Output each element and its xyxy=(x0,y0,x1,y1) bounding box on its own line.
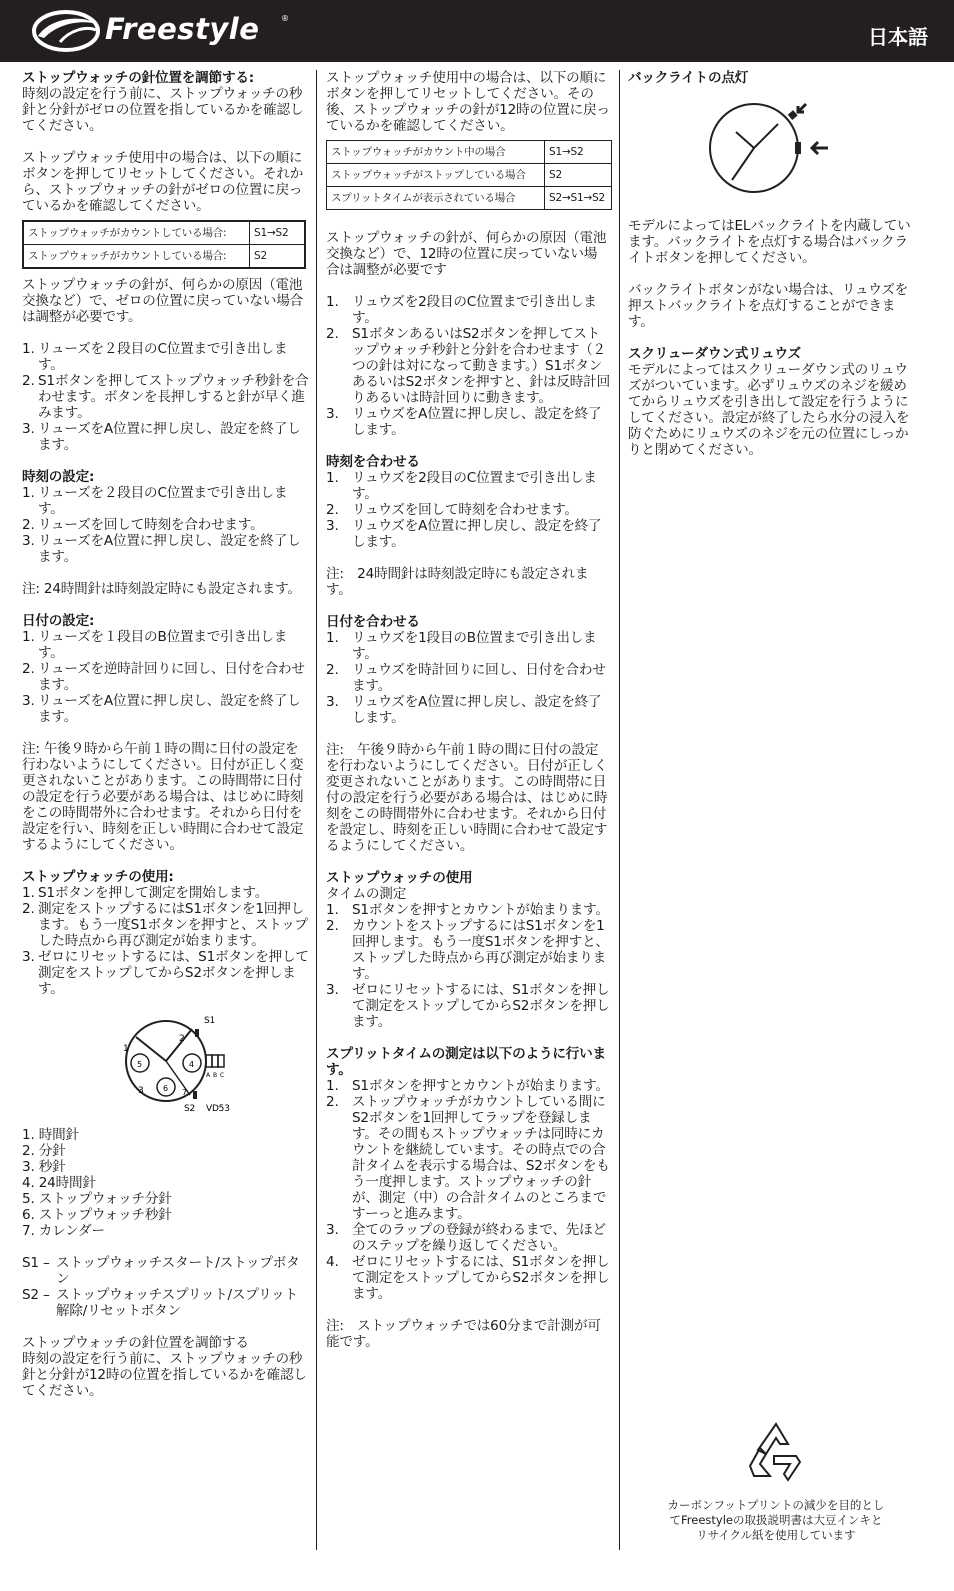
list-item: 1. S1ボタンを押すとカウントが始まります。 xyxy=(326,1078,609,1094)
list-item: 2. リュウズを時計回りに回し、日付を合わせます。 xyxy=(326,662,606,694)
note: 注: 午後９時から午前１時の間に日付の設定を行わないようにしてください。日付が正しく変更されないことがあります。この時間帯に日付の設定を行う必要がある場合は、はじめに時刻をこの時間帯外に合わせます。それから日付を設定し、時刻を正しい時間に合わせて設定するようにしてください。 xyxy=(326,742,608,854)
list-item: 2. S1ボタンあるいはS2ボタンを押してストップウォッチ秒針と分針を合わせます（２つの針は対になって動きます。）S1ボタンあるいはS2ボタンを押すと、針は反時計回りあるいは時計回りに動きます。 xyxy=(326,326,610,406)
list-item: 3. リューズをA位置に押し戻し、設定を終了します。 xyxy=(22,693,301,725)
paragraph: モデルによってはELバックライトを内蔵しています。バックライトを点灯する場合はバックライトボタンを押してください。 xyxy=(628,218,911,266)
list-item: 7. カレンダー xyxy=(22,1223,105,1239)
note: 注: 24時間針は時刻設定時にも設定されます。 xyxy=(22,581,301,597)
list-item: 4. ゼロにリセットするには、S1ボタンを押して測定をストップしてからS2ボタンを押します。 xyxy=(326,1254,610,1302)
table-row xyxy=(23,221,305,245)
hand-label: 2 xyxy=(179,1034,185,1044)
list-item: 3. ゼロにリセットするには、S1ボタンを押して測定をストップしてからS2ボタンを押します。 xyxy=(22,949,309,997)
table-row xyxy=(327,187,612,210)
list-item: 2. カウントをストップするにはS1ボタンを1回押します。もう一度S1ボタンを押すと、ストップした時点から再び測定が始まります。 xyxy=(326,918,609,982)
reset-table xyxy=(22,220,306,269)
list-item: 3. 全てのラップの登録が終わるまで、先ほどのステップを繰り返してください。 xyxy=(326,1222,606,1254)
table-cell: S2 xyxy=(545,164,612,187)
crown-position-label: B xyxy=(213,1072,217,1079)
backlight-watch-icon xyxy=(628,94,918,204)
section-heading: ストップウォッチの針位置を調節する xyxy=(22,1335,249,1351)
hand-label: 1 xyxy=(123,1044,129,1054)
stopwatch-steps-list xyxy=(326,902,610,1030)
paragraph: モデルによってはスクリューダウン式のリュウズがついています。必ずリュウズのネジを緩めてからリュウズを引き出して設定を行うようにしてください。設定が終了したら水分の浸入を防ぐためにリュウズのネジを元の位置にしっかりと閉めてください。 xyxy=(628,362,910,458)
table-row xyxy=(23,245,305,269)
section-heading: 時刻の設定: xyxy=(22,469,95,485)
language-label: 日本語 xyxy=(868,25,928,49)
list-item: S2 – ストップウォッチスプリット/スプリット解除/リセットボタン xyxy=(22,1287,298,1319)
table-row xyxy=(327,164,612,187)
list-item: 1. リューズを１段目のB位置まで引き出します。 xyxy=(22,629,288,661)
list-item: 2. リューズを回して時刻を合わせます。 xyxy=(22,517,264,533)
section-heading: ストップウォッチの針位置を調節する: xyxy=(22,70,254,86)
list-item: 3. 秒針 xyxy=(22,1159,66,1175)
section-heading: スプリットタイムの測定は以下のように行います。 xyxy=(326,1046,606,1078)
list-item: 4. 24時間針 xyxy=(22,1175,96,1191)
crown-position-label: C xyxy=(220,1072,224,1079)
section-heading: 時刻を合わせる xyxy=(326,454,420,470)
list-item: 2. 分針 xyxy=(22,1143,66,1159)
subheading: タイムの測定 xyxy=(326,886,407,902)
table-cell: スプリットタイムが表示されている場合 xyxy=(327,187,545,210)
adjust-steps-list xyxy=(22,341,310,453)
table-cell: ストップウォッチがカウントしている場合: xyxy=(23,221,250,245)
list-item: 1. 時間針 xyxy=(22,1127,79,1143)
paragraph: 時刻の設定を行う前に、ストップウォッチの秒針と分針がゼロの位置を指しているかを確認してください。 xyxy=(22,86,304,134)
header-bar xyxy=(0,0,954,62)
hand-label: 3 xyxy=(138,1086,144,1096)
column-2 xyxy=(326,70,610,1350)
reset-table xyxy=(326,140,612,210)
list-item: 1. リューズを２段目のC位置まで引き出します。 xyxy=(22,341,288,373)
backlight-diagram xyxy=(628,94,918,204)
list-item: 1. リューズを２段目のC位置まで引き出します。 xyxy=(22,485,288,517)
list-item: 2. 測定をストップするにはS1ボタンを1回押します。もう一度S1ボタンを押すと、ストップした時点から再び測定が始まります。 xyxy=(22,901,308,949)
crown-position-label: A xyxy=(206,1072,210,1079)
list-item: S1 – ストップウォッチスタート/ストップボタン xyxy=(22,1255,300,1287)
paragraph: ストップウォッチ使用中の場合は、以下の順にボタンを押してリセットしてください。その後、ストップウォッチの針が12時の位置に戻っているかを確認してください。 xyxy=(326,70,610,134)
list-item: 2. リューズを逆時計回りに回し、日付を合わせます。 xyxy=(22,661,305,693)
table-cell: S1→S2 xyxy=(250,221,306,245)
table-row xyxy=(327,141,612,164)
watch-diagram-icon xyxy=(22,1011,310,1119)
brand-name: Freestyle xyxy=(105,12,260,46)
hand-label: 7 xyxy=(182,1088,187,1097)
recycle-text: カーボンフットプリントの減少を目的としてFreestyleの取扱説明書は大豆インキとリサイクル紙を使用しています xyxy=(667,1498,885,1542)
list-item: 1. リュウズを2段目のC位置まで引き出します。 xyxy=(326,470,597,502)
list-item: 3. ゼロにリセットするには、S1ボタンを押して測定をストップしてからS2ボタンを押します。 xyxy=(326,982,610,1030)
legend-list xyxy=(22,1127,310,1239)
table-cell: S2 xyxy=(250,245,306,269)
section-heading: ストップウォッチの使用: xyxy=(22,869,174,885)
recycle-icon xyxy=(740,1418,812,1484)
column-1 xyxy=(22,70,310,1399)
hand-label: 4 xyxy=(189,1060,194,1069)
column-divider xyxy=(619,70,620,1550)
hand-label: 5 xyxy=(137,1060,142,1069)
list-item: 1. リュウズを1段目のB位置まで引き出します。 xyxy=(326,630,597,662)
list-item: 2. S1ボタンを押してストップウォッチ秒針を合わせます。ボタンを長押しすると針が早く進みます。 xyxy=(22,373,309,421)
note: 注: ストップウォッチでは60分まで計測が可能です。 xyxy=(326,1318,601,1350)
table-cell: ストップウォッチがカウントしている場合: xyxy=(23,245,250,269)
split-steps-list xyxy=(326,1078,610,1302)
section-heading: バックライトの点灯 xyxy=(628,70,749,86)
s2-label: S2 xyxy=(184,1104,196,1114)
registered-mark: ® xyxy=(281,14,289,23)
date-steps-list xyxy=(22,629,310,725)
s1-label: S1 xyxy=(204,1016,216,1026)
section-heading: ストップウォッチの使用 xyxy=(326,870,473,886)
list-item: 3. リュウズをA位置に押し戻し、設定を終了します。 xyxy=(326,518,602,550)
hand-label: 6 xyxy=(163,1084,168,1093)
list-item: 3. リュウズをA位置に押し戻し、設定を終了します。 xyxy=(326,694,602,726)
time-steps-list xyxy=(326,470,610,550)
model-label: VD53 xyxy=(206,1104,230,1114)
list-item: 2. ストップウォッチがカウントしている間にS2ボタンを1回押してラップを登録します。その間もストップウォッチは同時にカウントを継続しています。その時点での合計タイムを表示する場合は、S2ボタンをもう一度押します。ストップウォッチの針が、測定（中）の合計タイムのところまですーっと進みます。 xyxy=(326,1094,610,1222)
list-item: 3. リュウズをA位置に押し戻し、設定を終了します。 xyxy=(326,406,602,438)
table-cell: S1→S2 xyxy=(545,141,612,164)
paragraph: 時刻の設定を行う前に、ストップウォッチの秒針と分針が12時の位置を指しているかを確認してください。 xyxy=(22,1351,307,1399)
stopwatch-steps-list xyxy=(22,885,310,997)
list-item: 1. リュウズを2段目のC位置まで引き出します。 xyxy=(326,294,597,326)
adjust-steps-list xyxy=(326,294,610,438)
list-item: 3. リューズをA位置に押し戻し、設定を終了します。 xyxy=(22,421,301,453)
list-item: 6. ストップウォッチ秒針 xyxy=(22,1207,172,1223)
table-cell: ストップウォッチがカウント中の場合 xyxy=(327,141,545,164)
note: 注: 午後９時から午前１時の間に日付の設定を行わないようにしてください。日付が正しく変更されないことがあります。この時間帯に日付の設定を行う必要がある場合は、はじめに時刻をこの時間帯外に合わせます。それから日付を設定を行い、時刻を正しい時間に合わせて設定するようにしてください。 xyxy=(22,741,304,853)
list-item: 2. リュウズを回して時刻を合わせます。 xyxy=(326,502,578,518)
recycle-note xyxy=(666,1418,886,1543)
paragraph: ストップウォッチの針が、何らかの原因（電池交換など）で、ゼロの位置に戻っていない場合は調整が必要です。 xyxy=(22,277,303,325)
date-steps-list xyxy=(326,630,610,726)
table-cell: ストップウォッチがストップしている場合 xyxy=(327,164,545,187)
paragraph: バックライトボタンがない場合は、リュウズを押ストバックライトを点灯することができます。 xyxy=(628,282,909,330)
section-heading: スクリューダウン式リュウズ xyxy=(628,346,801,362)
time-steps-list xyxy=(22,485,310,565)
section-heading: 日付を合わせる xyxy=(326,614,420,630)
column-divider xyxy=(316,70,317,1550)
watch-diagram xyxy=(22,1011,310,1119)
column-3 xyxy=(628,70,918,458)
paragraph: ストップウォッチ使用中の場合は、以下の順にボタンを押してリセットしてください。それから、ストップウォッチの針がゼロの位置に戻っているかを確認してください。 xyxy=(22,150,304,214)
note: 注: 24時間針は時刻設定時にも設定されます。 xyxy=(326,566,589,598)
button-legend-list xyxy=(22,1255,310,1319)
table-cell: S2→S1→S2 xyxy=(545,187,612,210)
list-item: 1. S1ボタンを押して測定を開始します。 xyxy=(22,885,269,901)
list-item: 3. リューズをA位置に押し戻し、設定を終了します。 xyxy=(22,533,301,565)
list-item: 1. S1ボタンを押すとカウントが始まります。 xyxy=(326,902,609,918)
list-item: 5. ストップウォッチ分針 xyxy=(22,1191,172,1207)
section-heading: 日付の設定: xyxy=(22,613,95,629)
paragraph: ストップウォッチの針が、何らかの原因（電池交換など）で、12時の位置に戻っていない場合は調整が必要です xyxy=(326,230,607,278)
